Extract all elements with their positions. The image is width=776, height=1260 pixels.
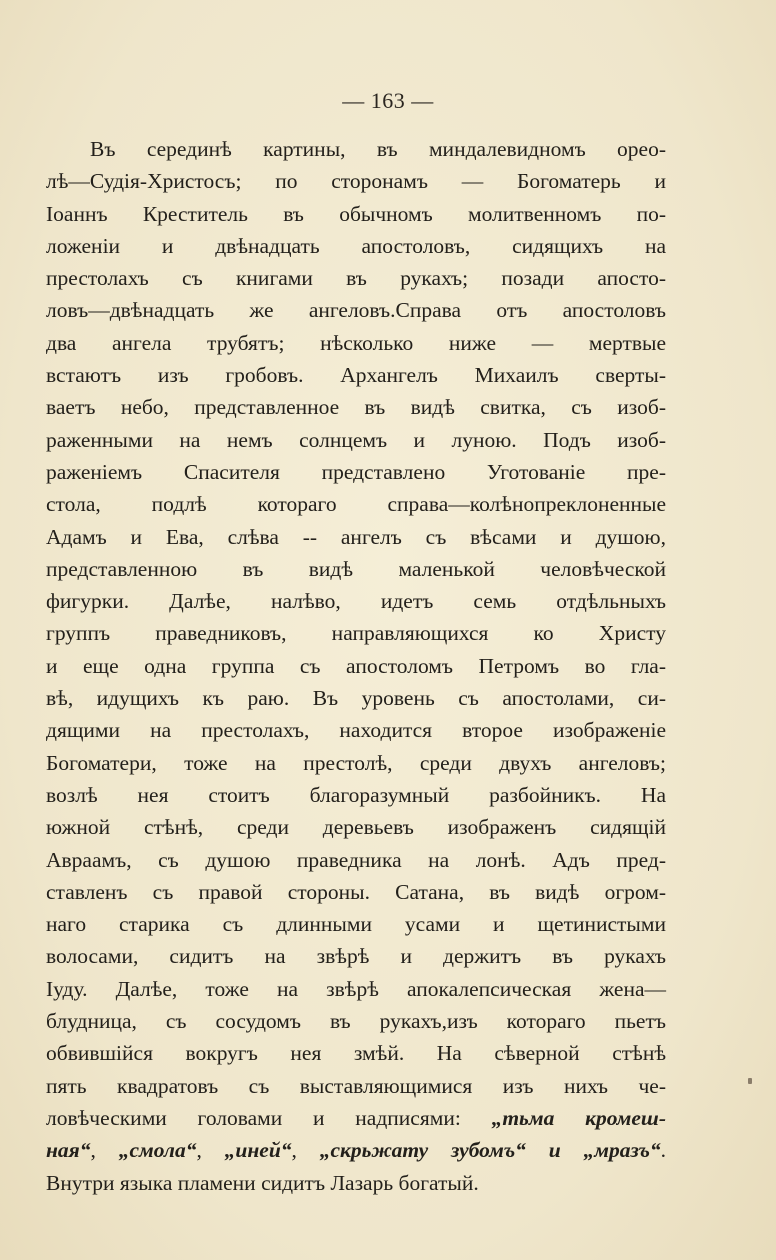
- text-line: раженными на немъ солнцемъ и луною. Подъ изоб-: [46, 427, 666, 452]
- inscription-quote: ная“: [46, 1138, 91, 1163]
- text-line: представленною въ видѣ маленькой человѣческой: [46, 556, 666, 581]
- text-line: Іоаннъ Креститель въ обычномъ молитвенномъ по-: [46, 201, 666, 226]
- text-line: вѣ, идущихъ къ раю. Въ уровень съ апостолами, си-: [46, 686, 666, 711]
- text-line: ложеніи и двѣнадцать апостоловъ, сидящихъ на: [46, 233, 666, 258]
- text-line: раженіемъ Спасителя представлено Уготованіе пре-: [46, 459, 666, 484]
- text-line: ловъ—двѣнадцать же ангеловъ.Справа отъ апостоловъ: [46, 298, 666, 323]
- text-line: наго старика съ длинными усами и щетинистыми: [46, 912, 666, 937]
- text-line: Въ серединѣ картины, въ миндалевидномъ орео-: [90, 137, 666, 161]
- text-fragment: ловѣческими головами и надписями:: [46, 1105, 461, 1130]
- text-line: южной стѣнѣ, среди деревьевъ изображенъ сидящій: [46, 815, 666, 840]
- ink-speck: [748, 1078, 752, 1084]
- text-line: стола, подлѣ котораго справа—колѣнопреклоненные: [46, 492, 666, 517]
- text-line: дящими на престолахъ, находится второе изображеніе: [46, 718, 666, 743]
- text-line: Внутри языка пламени сидитъ Лазарь богатый.: [46, 1170, 479, 1195]
- conjunction: и: [548, 1138, 561, 1163]
- inscription-quote: „скрьжату зубомъ“: [319, 1138, 526, 1163]
- inscription-quote: „смола“: [118, 1138, 197, 1163]
- inscription-quote: „иней“: [224, 1138, 292, 1163]
- text-line: ставленъ съ правой стороны. Сатана, въ видѣ огром-: [46, 879, 666, 904]
- text-line: ваетъ небо, представленное въ видѣ свитка, съ изоб-: [46, 395, 666, 420]
- text-line: Іуду. Далѣе, тоже на звѣрѣ апокалепсическая жена—: [46, 976, 666, 1001]
- text-line: Адамъ и Ева, слѣва -- ангелъ съ вѣсами и душою,: [46, 524, 666, 549]
- inscription-quote: „тьма кромеш-: [491, 1105, 667, 1130]
- text-line: фигурки. Далѣе, налѣво, идетъ семь отдѣльныхъ: [46, 589, 666, 614]
- text-line: волосами, сидитъ на звѣрѣ и держитъ въ рукахъ: [46, 944, 666, 969]
- body-text: [46, 133, 666, 1199]
- text-line: Богоматери, тоже на престолѣ, среди двухъ ангеловъ;: [46, 750, 666, 775]
- text-line: группъ праведниковъ, направляющихся ко Христу: [46, 621, 666, 646]
- text-line-quotes: ная“, „смола“, „иней“, „скрьжату зубомъ“ и „мразъ“.: [46, 1138, 667, 1163]
- text-line: встаютъ изъ гробовъ. Архангелъ Михаилъ сверты-: [46, 363, 666, 388]
- page-number: — 163 —: [342, 88, 434, 113]
- text-line: пять квадратовъ съ выставляющимися изъ нихъ че-: [46, 1073, 666, 1098]
- text-line: два ангела трубятъ; нѣсколько ниже — мертвые: [46, 330, 666, 355]
- inscription-quote: „мразъ“: [583, 1138, 661, 1163]
- text-line-with-quote: [46, 1102, 666, 1134]
- text-line: обвившійся вокругъ нея змѣй. На сѣверной стѣнѣ: [46, 1041, 666, 1066]
- text-line: и еще одна группа съ апостоломъ Петромъ во гла-: [46, 653, 666, 678]
- text-line: блудница, съ сосудомъ въ рукахъ,изъ котораго пьетъ: [46, 1009, 666, 1034]
- text-line: возлѣ нея стоитъ благоразумный разбойникъ. На: [46, 782, 666, 807]
- text-line: лѣ—Судія-Христосъ; по сторонамъ — Богоматерь и: [46, 169, 666, 194]
- text-line: престолахъ съ книгами въ рукахъ; позади апосто-: [46, 266, 666, 291]
- text-line: Авраамъ, съ душою праведника на лонѣ. Адъ пред-: [46, 847, 666, 872]
